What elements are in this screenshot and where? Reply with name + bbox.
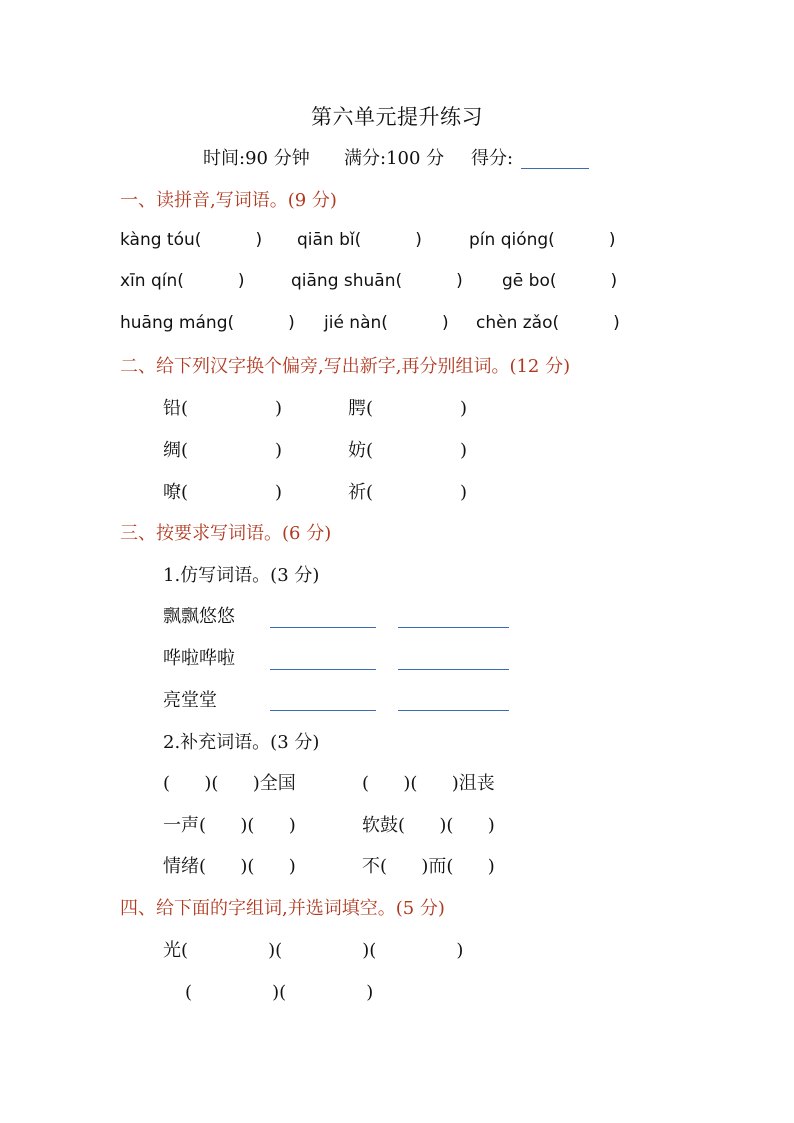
answer-blank[interactable] <box>398 710 509 711</box>
fill-item: 一声( )( ) <box>163 815 296 836</box>
score-blank[interactable] <box>521 168 589 169</box>
section-2-heading: 二、给下列汉字换个偏旁,写出新字,再分别组词。(12 分) <box>120 356 571 377</box>
example-word: 亮堂堂 <box>163 690 217 711</box>
fill-item: 情绪( )( ) <box>163 856 296 877</box>
paren-close: ) <box>275 440 283 461</box>
pinyin-item: jié nàn( ) <box>324 313 449 333</box>
pinyin-item: qiān bǐ( ) <box>297 230 422 250</box>
page-title: 第六单元提升练习 <box>311 105 483 129</box>
fill-item: ( )( )全国 <box>163 773 296 794</box>
pinyin-item: gē bo( ) <box>502 271 618 291</box>
answer-blank[interactable] <box>398 669 509 670</box>
compose-row: ( )( ) <box>185 982 374 1003</box>
answer-blank[interactable] <box>270 669 376 670</box>
pinyin-item: chèn zǎo( ) <box>476 313 620 333</box>
pinyin-item: xīn qín( ) <box>120 271 245 291</box>
paren-close: ) <box>275 398 283 419</box>
paren-close: ) <box>460 398 468 419</box>
section-3-heading: 三、按要求写词语。(6 分) <box>120 523 332 544</box>
score-label: 得分: <box>471 148 514 169</box>
paren-close: ) <box>460 482 468 503</box>
paren-close: ) <box>275 482 283 503</box>
answer-blank[interactable] <box>270 627 376 628</box>
subsection-2: 2.补充词语。(3 分) <box>163 732 320 753</box>
compose-row: 光( )( )( ) <box>163 940 464 961</box>
fill-item: ( )( )沮丧 <box>362 773 495 794</box>
time-limit: 时间:90 分钟 <box>203 148 310 169</box>
char-item: 绸( <box>163 440 189 461</box>
pinyin-item: huāng máng( ) <box>120 313 295 333</box>
section-4-heading: 四、给下面的字组词,并选词填空。(5 分) <box>120 898 445 919</box>
char-item: 嘹( <box>163 482 189 503</box>
subsection-1: 1.仿写词语。(3 分) <box>163 565 320 586</box>
fill-item: 软鼓( )( ) <box>362 815 495 836</box>
full-score: 满分:100 分 <box>344 148 445 169</box>
pinyin-item: pín qióng( ) <box>469 230 616 250</box>
example-word: 飘飘悠悠 <box>163 606 235 627</box>
paren-close: ) <box>460 440 468 461</box>
pinyin-item: kàng tóu( ) <box>120 230 263 250</box>
char-item: 腭( <box>348 398 374 419</box>
pinyin-item: qiāng shuān( ) <box>291 271 463 291</box>
example-word: 哗啦哗啦 <box>163 648 235 669</box>
section-1-heading: 一、读拼音,写词语。(9 分) <box>120 190 337 211</box>
answer-blank[interactable] <box>270 710 376 711</box>
char-item: 祈( <box>348 482 374 503</box>
answer-blank[interactable] <box>398 627 509 628</box>
char-item: 妨( <box>348 440 374 461</box>
fill-item: 不( )而( ) <box>362 856 495 877</box>
char-item: 铅( <box>163 398 189 419</box>
